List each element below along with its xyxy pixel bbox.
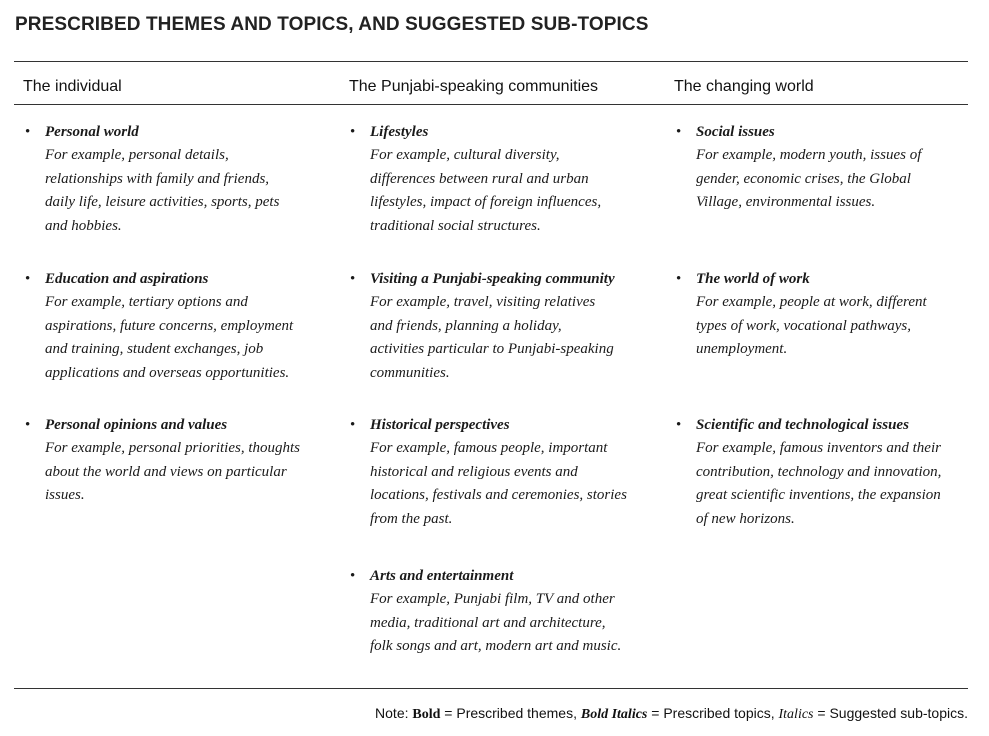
sub-topic-line: traditional social structures. bbox=[370, 217, 541, 234]
topic-title: Social issues bbox=[696, 124, 775, 140]
sub-topic-line: For example, Punjabi film, TV and other bbox=[370, 591, 615, 608]
bullet-icon: • bbox=[676, 271, 682, 287]
bullet-icon: • bbox=[350, 124, 356, 140]
bullet-icon: • bbox=[350, 271, 356, 287]
sub-topics bbox=[370, 437, 627, 531]
sub-topics bbox=[370, 291, 614, 385]
note-bold-sample: Bold bbox=[412, 707, 441, 722]
sub-topics bbox=[696, 144, 921, 214]
bullet-icon: • bbox=[25, 271, 31, 287]
topic-title: The world of work bbox=[696, 271, 810, 287]
topic-title: Lifestyles bbox=[370, 124, 429, 140]
bullet-icon: • bbox=[25, 124, 31, 140]
note-italics-meaning: = Suggested sub-topics. bbox=[813, 705, 968, 721]
note-prefix: Note: bbox=[375, 705, 413, 721]
sub-topic-line: lifestyles, impact of foreign influences, bbox=[370, 194, 602, 211]
sub-topic-line: For example, personal priorities, thoughts bbox=[45, 440, 300, 457]
note-bold-italics-meaning: = Prescribed topics, bbox=[647, 705, 779, 721]
sub-topic-line: For example, tertiary options and bbox=[45, 294, 248, 311]
topic-title: Education and aspirations bbox=[45, 271, 209, 287]
sub-topic-line: about the world and views on particular bbox=[45, 463, 287, 480]
header-rule bbox=[14, 104, 968, 105]
sub-topic-line: activities particular to Punjabi-speaking bbox=[370, 341, 614, 358]
sub-topic-line: and hobbies. bbox=[45, 217, 122, 234]
sub-topic-line: For example, famous people, important bbox=[370, 440, 608, 457]
legend-note bbox=[375, 705, 968, 723]
column-heading-communities: The Punjabi-speaking communities bbox=[349, 78, 599, 95]
note-bold-meaning: = Prescribed themes, bbox=[440, 705, 581, 721]
topic-title: Historical perspectives bbox=[370, 417, 510, 433]
sub-topic-line: aspirations, future concerns, employment bbox=[45, 317, 294, 334]
sub-topic-line: locations, festivals and ceremonies, stories bbox=[370, 487, 627, 504]
sub-topic-line: For example, famous inventors and their bbox=[696, 440, 941, 457]
topic-title: Scientific and technological issues bbox=[696, 417, 909, 433]
sub-topics bbox=[696, 291, 927, 361]
sub-topic-line: of new horizons. bbox=[696, 510, 795, 527]
sub-topic-line: historical and religious events and bbox=[370, 463, 578, 480]
bullet-icon: • bbox=[350, 417, 356, 433]
sub-topic-line: contribution, technology and innovation, bbox=[696, 463, 942, 480]
sub-topic-line: Village, environmental issues. bbox=[696, 194, 876, 211]
sub-topic-line: and friends, planning a holiday, bbox=[370, 317, 562, 334]
topic-title: Visiting a Punjabi-speaking community bbox=[370, 271, 615, 287]
sub-topics bbox=[370, 588, 621, 658]
footer-rule bbox=[14, 688, 968, 689]
sub-topics bbox=[45, 437, 300, 507]
sub-topic-line: relationships with family and friends, bbox=[45, 170, 270, 187]
sub-topic-line: issues. bbox=[45, 487, 85, 504]
column-heading-changing-world: The changing world bbox=[674, 78, 814, 95]
sub-topics bbox=[696, 437, 941, 531]
sub-topic-line: daily life, leisure activities, sports, pets bbox=[45, 194, 280, 211]
bullet-icon: • bbox=[676, 124, 682, 140]
sub-topic-line: gender, economic crises, the Global bbox=[696, 170, 911, 187]
sub-topics bbox=[370, 144, 601, 238]
sub-topic-line: For example, modern youth, issues of bbox=[696, 147, 922, 164]
sub-topic-line: differences between rural and urban bbox=[370, 170, 589, 187]
sub-topic-line: types of work, vocational pathways, bbox=[696, 317, 911, 334]
sub-topic-line: applications and overseas opportunities. bbox=[45, 364, 290, 381]
sub-topic-line: media, traditional art and architecture, bbox=[370, 614, 606, 631]
topic-title: Personal opinions and values bbox=[45, 417, 228, 433]
sub-topic-line: folk songs and art, modern art and music. bbox=[370, 638, 622, 655]
sub-topics bbox=[45, 291, 293, 385]
sub-topic-line: from the past. bbox=[370, 510, 453, 527]
bullet-icon: • bbox=[676, 417, 682, 433]
sub-topics bbox=[45, 144, 279, 238]
page-title: PRESCRIBED THEMES AND TOPICS, AND SUGGESTED SUB-TOPICS bbox=[15, 14, 649, 35]
sub-topic-line: For example, personal details, bbox=[45, 147, 229, 164]
sub-topic-line: For example, travel, visiting relatives bbox=[370, 294, 596, 311]
sub-topic-line: communities. bbox=[370, 364, 450, 381]
sub-topic-line: great scientific inventions, the expansion bbox=[696, 487, 941, 504]
bullet-icon: • bbox=[25, 417, 31, 433]
top-rule bbox=[14, 61, 968, 62]
topic-title: Personal world bbox=[45, 124, 139, 140]
sub-topic-line: For example, cultural diversity, bbox=[370, 147, 560, 164]
note-italics-sample: Italics bbox=[778, 707, 814, 722]
topic-title: Arts and entertainment bbox=[370, 568, 514, 584]
bullet-icon: • bbox=[350, 568, 356, 584]
sub-topic-line: and training, student exchanges, job bbox=[45, 341, 264, 358]
column-heading-individual: The individual bbox=[23, 78, 122, 95]
note-bold-italics-sample: Bold Italics bbox=[580, 707, 648, 722]
sub-topic-line: For example, people at work, different bbox=[696, 294, 927, 311]
sub-topic-line: unemployment. bbox=[696, 341, 788, 358]
